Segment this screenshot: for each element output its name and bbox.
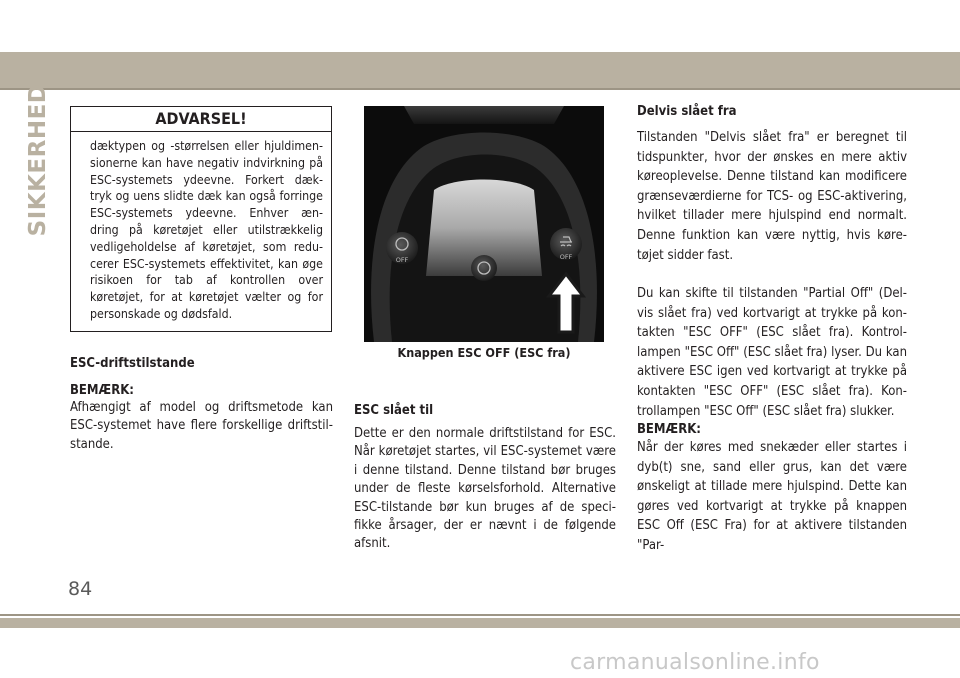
bottom-band: [0, 618, 960, 628]
partial-off-para1: Tilstanden "Delvis slået fra" er beregnet til tidspunkter, hvor der ønskes en mere aktiv køreoplevelse. Denne tilstand kan modificere grænseværdierne for TCS- og ESC-aktivering, hvilket tillader mere hjulspind end normalt. Denne funktion kan være nyttig, hvis køre-tøjet sidder fast.: [637, 130, 907, 263]
section-tab: [24, 83, 52, 237]
section-tab-label: SIKKERHED: [25, 83, 51, 237]
watermark: carmanualsonline.info: [570, 650, 820, 675]
left-button-label: OFF: [395, 256, 409, 264]
col1-note-label: BEMÆRK:: [70, 383, 134, 398]
partial-off-heading: Delvis slået fra: [637, 104, 737, 119]
esc-on-text: Dette er den normale driftstilstand for ESC. Når køretøjet startes, vil ESC-systemet være i denne tilstand. Denne tilstand bør bruges under de fleste kørselsforhold. Alternative ESC-tilstande bør kun bruges af de speci-fikke årsager, der er nævnt i de følgende afsnit.: [354, 426, 616, 552]
col3-note-label: BEMÆRK:: [637, 422, 701, 437]
top-band: [0, 52, 960, 88]
bottom-band-line: [0, 614, 960, 616]
parking-brake-button: [471, 255, 497, 281]
page-number: 84: [68, 578, 93, 600]
dashboard-illustration: [364, 106, 604, 342]
esc-modes-heading: ESC-driftstilstande: [70, 356, 195, 371]
col3-note-text: Når der køres med snekæder eller startes i dyb(t) sne, sand eller grus, kan det være ønskeligt at tillade mere hjulspind. Dette kan gøres ved kortvarigt at trykke på knappen ESC Off (ESC Fra) for at aktivere tilstanden "Par-: [637, 440, 907, 553]
warning-box: [70, 106, 332, 332]
esc-on-heading: ESC slået til: [354, 403, 434, 418]
figure-caption: Knappen ESC OFF (ESC fra): [397, 345, 571, 360]
esc-off-button-photo: [364, 106, 604, 342]
warning-text: dæktypen og -størrelsen eller hjuldimen-sionerne kan have negativ indvirkning på ESC-systemets ydeevne. Forkert dæk-tryk og uens slidte dæk kan også forringe ESC-systemets ydeevne. Enhver æn-dring på køretøjet eller utilstrækkelig vedligeholdelse af køretøjet, som redu-cerer ESC-systemets effektivitet, kan øge risikoen for tab af kontrollen over køretøjet, for at køretøjet vælter og for personskade og dødsfald.: [90, 139, 323, 321]
warning-title: ADVARSEL!: [71, 107, 331, 132]
right-button-label: OFF: [559, 253, 573, 261]
top-band-line: [0, 88, 960, 90]
col1-note-text: Afhængigt af model og driftsmetode kan ESC-systemet have flere forskellige driftstil-stande.: [70, 400, 333, 452]
partial-off-para2: Du kan skifte til tilstanden "Partial Off" (Del-vis slået fra) ved kortvarigt at trykke på kon-takten "ESC OFF" (ESC slået fra). Kontrol-lampen "ESC Off" (ESC slået fra) lyser. Du kan aktivere ESC igen ved kortvarigt at trykke på kontakten "ESC OFF" (ESC slået fra). Kon-trollampen "ESC Off" (ESC slået fra) slukker.: [637, 286, 907, 419]
